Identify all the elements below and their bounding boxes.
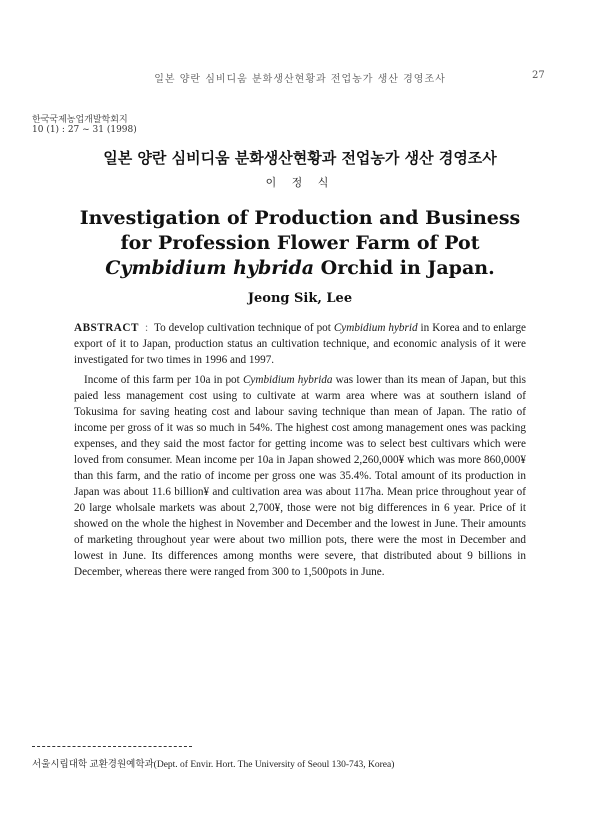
english-title-line-1: Investigation of Production and Business (79, 207, 521, 229)
species-name: Cymbidium hybrida (105, 257, 315, 279)
abstract-p1-text-a: To develop cultivation technique of pot (154, 322, 334, 334)
abstract-p1-text-b: in Korea and to enlarge export of it to Japan, production status an cultivation technique, and economic analysis of it were investigated for two times in 1996 and 1997. (74, 322, 527, 366)
page-number: 27 (532, 70, 545, 81)
english-title (0, 206, 600, 281)
running-header: 일본 양란 심비디움 분화생산현황과 전업농가 생산 경영조사 (154, 74, 446, 85)
abstract-p2-species: Cymbidium hybrida (242, 374, 333, 386)
footnote: 서울시립대학 교환경원예학과(Dept. of Envir. Hort. The University of Seoul 130-743, Korea) (32, 760, 395, 770)
abstract-paragraph-1 (74, 320, 526, 368)
footnote-divider (32, 746, 192, 747)
abstract-p1-species: Cymbidium hybrid (333, 322, 418, 334)
korean-author: 이 정 식 (265, 176, 335, 189)
english-title-line-2: for Profession Flower Farm of Pot (120, 232, 480, 254)
abstract-paragraph-2 (74, 372, 526, 580)
journal-citation: 10 (1) : 27 ~ 31 (1998) (32, 125, 137, 135)
abstract-label: ABSTRACT (74, 322, 139, 334)
abstract-p2-text-a: Income of this farm per 10a in pot (84, 374, 243, 386)
english-author: Jeong Sik, Lee (247, 291, 353, 306)
english-title-line-3-rest: Orchid in Japan. (314, 257, 495, 279)
korean-title: 일본 양란 심비디움 분화생산현황과 전업농가 생산 경영조사 (103, 149, 497, 167)
abstract (74, 320, 526, 580)
english-title-line-3 (0, 256, 600, 281)
abstract-p2-text-b: was lower than its mean of Japan, but this paied less management cost using to cultivate at warm area where was at southern island of Tokusima for saving heating cost and labour saving technique than mean of Japan. The ratio of income per gross of it was so much in 54%. The highest cost among management ones was packing expenses, and they said the most factor for getting income was to select best cultivars which were loved from consumer. Mean income per 10a in Japan showed 2,260,000¥ which was more 860,000¥ than this farm, and the ratio of income per gross one was 35.4%. Total amount of its production in Japan was about 11.6 billion¥ and cultivation area was about 117ha. Mean price throughout year of 20 large wholsale markets was about 2,700¥, those were not big differences in 6 year. Price of it showed on the whole the highest in November and December and the lowest in June. Their amounts of marketing throughout year were about two million pots, there were the most in December and lowest in June. Its differences among months were severe, that distributed about 9 billions in December, whereas there were ranged from 300 to 1,500pots in June. (74, 374, 526, 578)
journal-name: 한국국제농업개발학회지 (32, 115, 128, 125)
abstract-separator: : (144, 322, 149, 334)
